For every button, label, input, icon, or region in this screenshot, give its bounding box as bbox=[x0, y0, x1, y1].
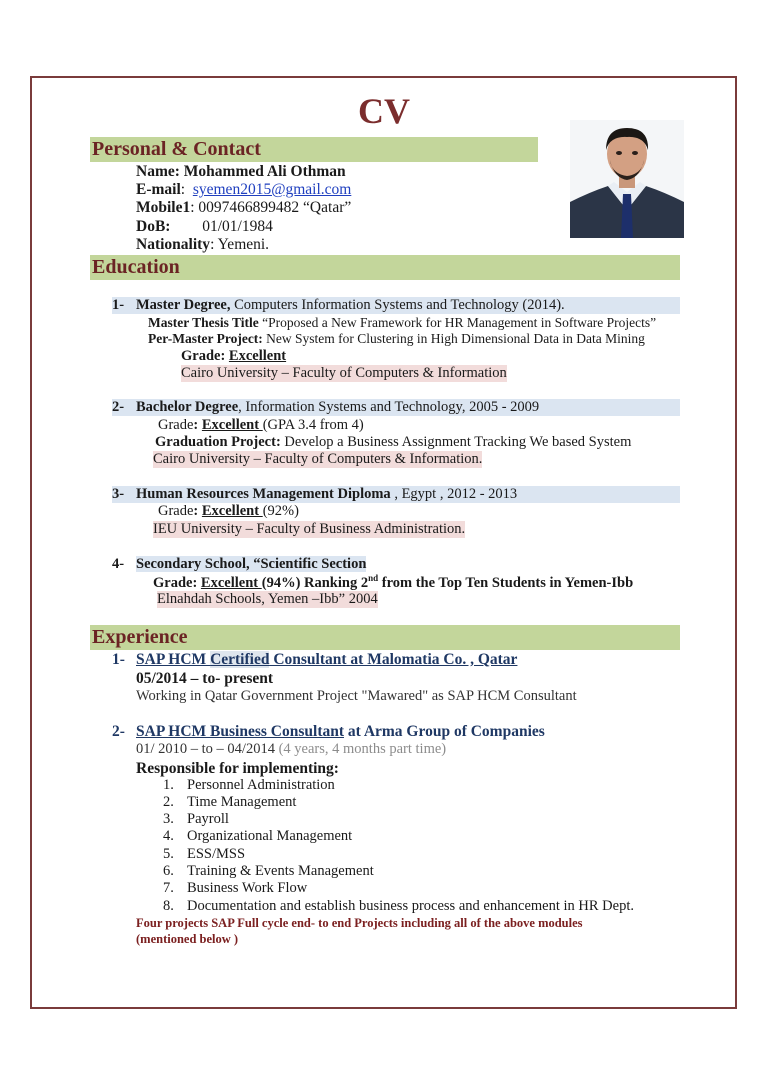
resp-item-8 bbox=[163, 898, 634, 915]
job-2-number: 2- bbox=[112, 723, 125, 740]
edu-1-grade-value: Excellent bbox=[228, 348, 287, 364]
job-2-resp-heading: Responsible for implementing: bbox=[136, 760, 339, 777]
resp-text: ESS/MSS bbox=[187, 846, 246, 862]
job-2-period-note: (4 years, 4 months part time) bbox=[278, 741, 447, 757]
edu-4-grade-extra: (94%) Ranking 2 bbox=[261, 574, 369, 591]
edu-1-thesis-value: “Proposed a New Framework for HR Management in Software Projects” bbox=[258, 315, 657, 330]
edu-1-grade bbox=[181, 348, 286, 365]
email-link[interactable]: syemen2015@gmail.com bbox=[192, 181, 352, 198]
nationality-value: : Yemeni. bbox=[210, 236, 270, 253]
edu-1-institution: Cairo University – Faculty of Computers & Information bbox=[181, 365, 507, 381]
edu-1-project-value: New System for Clustering in High Dimensional Data in Data Mining bbox=[262, 331, 645, 346]
resp-item-2 bbox=[163, 794, 296, 811]
edu-2-degree: Bachelor Degree bbox=[136, 399, 239, 415]
dob-value: 01/01/1984 bbox=[202, 218, 273, 235]
education-item-3 bbox=[112, 486, 680, 503]
edu-2-institution: Cairo University – Faculty of Computers & Information. bbox=[153, 451, 483, 467]
resp-text: Personnel Administration bbox=[187, 777, 335, 793]
edu-2-project-label: Graduation Project: bbox=[155, 434, 281, 450]
edu-3-grade-extra: (92%) bbox=[262, 503, 299, 519]
education-item-2 bbox=[112, 399, 680, 416]
resp-number: 4. bbox=[163, 828, 174, 844]
email-label: E-mail bbox=[136, 181, 181, 198]
edu-3-institution: IEU University – Faculty of Business Administration. bbox=[153, 521, 466, 537]
personal-heading-text: Personal & Contact bbox=[92, 138, 261, 160]
edu-4-degree: Secondary School, “Scientific Section bbox=[136, 556, 367, 572]
job-1-description: Working in Qatar Government Project "Mawared" as SAP HCM Consultant bbox=[136, 688, 577, 704]
nationality-row bbox=[136, 236, 269, 254]
resp-number: 2. bbox=[163, 794, 174, 810]
edu-4-institution: Elnahdah Schools, Yemen –Ibb” 2004 bbox=[157, 591, 378, 607]
job-1-title bbox=[112, 651, 517, 669]
edu-3-number: 3- bbox=[112, 486, 125, 502]
resp-item-4 bbox=[163, 828, 352, 845]
name-value: Mohammed Ali Othman bbox=[183, 163, 346, 180]
resp-number: 6. bbox=[163, 863, 174, 879]
edu-2-detail: , Information Systems and Technology, 2005 - 2009 bbox=[238, 399, 540, 415]
job-1-title-part-c: Consultant at Malomatia Co. , Qatar bbox=[269, 651, 518, 668]
edu-4-grade-sup: nd bbox=[368, 573, 379, 583]
resp-text: Payroll bbox=[187, 811, 229, 827]
edu-3-grade-value: Excellent bbox=[201, 503, 263, 519]
edu-2-project-value: Develop a Business Assignment Tracking We based System bbox=[280, 434, 632, 450]
email-colon: : bbox=[180, 181, 186, 198]
edu-3-degree: Human Resources Management Diploma bbox=[136, 486, 391, 502]
mobile-label: Mobile1 bbox=[136, 199, 191, 216]
job-1-title-part-b: Certified bbox=[210, 651, 270, 668]
section-heading-personal bbox=[90, 137, 538, 162]
dob-label: DoB: bbox=[136, 218, 171, 235]
email-row bbox=[136, 181, 351, 199]
edu-3-detail: , Egypt , 2012 - 2013 bbox=[390, 486, 518, 502]
edu-4-grade-tail: from the Top Ten Students in Yemen-Ibb bbox=[378, 574, 634, 591]
edu-1-degree: Master Degree, bbox=[136, 297, 231, 313]
edu-1-thesis-label: Master Thesis Title bbox=[148, 315, 259, 330]
section-heading-experience bbox=[90, 625, 680, 650]
resp-item-7 bbox=[163, 880, 307, 897]
name-row bbox=[136, 163, 346, 181]
edu-1-number: 1- bbox=[112, 297, 125, 313]
education-item-1 bbox=[112, 297, 680, 314]
resp-item-1 bbox=[163, 777, 335, 794]
edu-2-grade-extra: (GPA 3.4 from 4) bbox=[262, 417, 364, 433]
document-title: CV bbox=[358, 91, 410, 131]
resp-number: 3. bbox=[163, 811, 174, 827]
resp-text: Time Management bbox=[187, 794, 297, 810]
resp-text: Training & Events Management bbox=[187, 863, 374, 879]
edu-3-grade bbox=[158, 503, 299, 520]
name-label: Name: bbox=[136, 163, 180, 180]
profile-photo-image bbox=[570, 120, 684, 238]
edu-1-project-label: Per-Master Project: bbox=[148, 331, 263, 346]
edu-2-grade bbox=[158, 417, 364, 434]
edu-2-number: 2- bbox=[112, 399, 125, 415]
job-1-period: 05/2014 – to- present bbox=[136, 670, 274, 687]
job-1-number: 1- bbox=[112, 651, 125, 668]
resp-number: 1. bbox=[163, 777, 174, 793]
resp-text: Organizational Management bbox=[187, 828, 353, 844]
edu-1-detail: Computers Information Systems and Technology (2014). bbox=[230, 297, 565, 313]
edu-3-grade-label: Grade bbox=[158, 503, 194, 519]
edu-1-project bbox=[148, 331, 645, 347]
experience-heading-text: Experience bbox=[92, 626, 188, 648]
edu-4-number: 4- bbox=[112, 556, 125, 572]
edu-1-grade-label: Grade: bbox=[181, 348, 229, 364]
resp-number: 8. bbox=[163, 898, 174, 914]
dob-row bbox=[136, 218, 273, 236]
mobile-row bbox=[136, 199, 351, 217]
job-2-title bbox=[112, 723, 545, 741]
profile-photo bbox=[570, 120, 684, 238]
edu-2-project bbox=[155, 434, 631, 451]
job-2-title-tail: at Arma Group of Companies bbox=[344, 723, 545, 740]
resp-item-5 bbox=[163, 846, 245, 863]
resp-number: 7. bbox=[163, 880, 174, 896]
job-2-period-dates: 01/ 2010 – to – 04/2014 bbox=[136, 741, 279, 757]
edu-1-thesis bbox=[148, 315, 656, 331]
job-2-title-link[interactable]: SAP HCM Business Consultant bbox=[136, 723, 345, 740]
edu-4-grade bbox=[153, 573, 633, 592]
job-2-note-line-2: (mentioned below ) bbox=[136, 932, 239, 946]
resp-number: 5. bbox=[163, 846, 174, 862]
job-2-note-line-1: Four projects SAP Full cycle end- to end Projects including all of the above modules bbox=[136, 916, 583, 930]
edu-4-grade-value: Excellent bbox=[200, 574, 262, 591]
nationality-label: Nationality bbox=[136, 236, 211, 253]
edu-3-grade-colon: : bbox=[193, 503, 202, 519]
edu-4-grade-label: Grade: bbox=[153, 574, 201, 591]
edu-2-grade-colon: : bbox=[193, 417, 202, 433]
education-item-4 bbox=[112, 556, 366, 573]
job-1-title-part-a: SAP HCM bbox=[136, 651, 211, 668]
edu-2-grade-label: Grade bbox=[158, 417, 194, 433]
job-2-period bbox=[136, 741, 446, 758]
mobile-value: : 0097466899482 “Qatar” bbox=[190, 199, 352, 216]
resp-text: Documentation and establish business process and enhancement in HR Dept. bbox=[187, 898, 634, 914]
section-heading-education bbox=[90, 255, 680, 280]
resp-item-3 bbox=[163, 811, 229, 828]
edu-2-grade-value: Excellent bbox=[201, 417, 263, 433]
education-heading-text: Education bbox=[92, 256, 180, 278]
resp-item-6 bbox=[163, 863, 374, 880]
resp-text: Business Work Flow bbox=[187, 880, 308, 896]
